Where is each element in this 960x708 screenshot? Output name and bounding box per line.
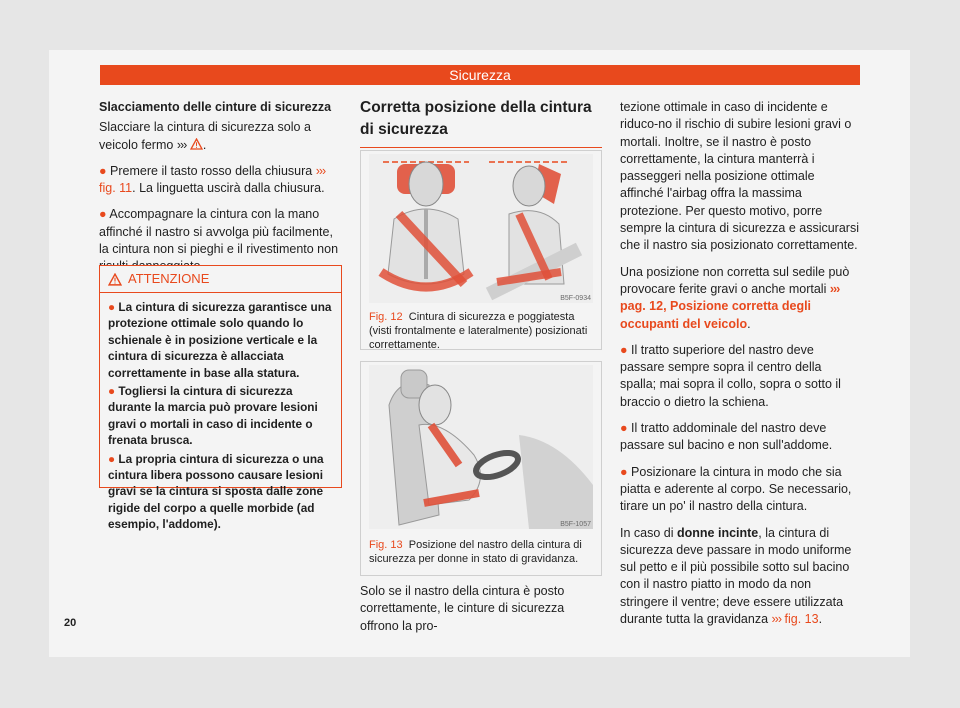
list-item: ● Il tratto superiore del nastro deve passare sempre sopra il centro della spalla; mai sopra il collo, sopra o sotto il braccio o dietro la schiena. bbox=[620, 342, 841, 409]
figure-caption: Fig. 13 Posizione del nastro della cintura di sicurezza per donne in stato di gravidanza. bbox=[369, 539, 582, 565]
intro-paragraph: Slacciare la cintura di sicurezza solo a veicolo fermo ››› . bbox=[99, 120, 311, 152]
body-paragraph: Solo se il nastro della cintura è posto correttamente, le cinture di sicurezza offrono la pro- bbox=[360, 584, 565, 633]
bullet-icon: ● bbox=[99, 207, 107, 222]
warning-body bbox=[100, 293, 341, 533]
figure-12-illustration bbox=[369, 154, 593, 303]
list-item: ● Accompagnare la cintura con la mano affinché il nastro si avvolga più facilmente, la cintura non si pieghi e il rivestimento non bbox=[99, 207, 339, 257]
list-item: ● Premere il tasto rosso della chiusura ››› fig. 11. La linguetta uscirà dalla chiusura. bbox=[99, 163, 326, 196]
seatbelt-headrest-illustration bbox=[369, 154, 593, 303]
figure-12 bbox=[360, 150, 602, 350]
list-item: ● Il tratto addominale del nastro deve passare sul bacino e non sull'addome. bbox=[620, 421, 833, 453]
section-title: Corretta posizione della cintura di sicurezza bbox=[360, 97, 602, 148]
bullet-icon: ● bbox=[99, 163, 107, 178]
figure-link[interactable]: fig. 11 bbox=[99, 181, 133, 196]
body-paragraph: Una posizione non corretta sul sedile può provocare ferite gravi o anche mortali ››› pag. 12, Posizione corretta degli occupanti del veicolo. bbox=[620, 264, 850, 331]
column-right bbox=[620, 99, 860, 637]
bullet-icon: ● bbox=[620, 464, 628, 479]
warning-item: ● La cintura di sicurezza garantisce una protezione ottimale solo quando lo schienale è in posizione verticale e la cintura di sicurezza è allacciata correttamente in base alla statura. bbox=[108, 300, 332, 380]
warning-icon bbox=[190, 138, 203, 150]
column-middle bbox=[360, 97, 602, 148]
figure-code: B5F-1057 bbox=[560, 521, 591, 528]
body-paragraph: In caso di donne incinte, la cintura di sicurezza deve passare in modo uniforme sul petto e il più possibile sotto sul bacino con il nastro piatto in modo da non stringere il ventre; deve essere utilizzata durante tutta la gravidanza ››› fig. 13. bbox=[620, 525, 852, 627]
warning-item: ● La propria cintura di sicurezza o una cintura libera possono causare lesioni gravi se la cintura si sposta dalle zone rigide del corpo a quelle morbide (ad esempio, l'addome). bbox=[108, 451, 324, 532]
bullet-icon: ● bbox=[620, 421, 628, 436]
figure-caption: Fig. 12 Cintura di sicurezza e poggiatesta (visti frontalmente e lateralmente) posizionati correttamente. bbox=[369, 311, 588, 351]
warning-header bbox=[100, 266, 341, 293]
bullet-icon: ● bbox=[620, 342, 628, 357]
subheading-unbuckling: Slacciamento delle cinture di sicurezza bbox=[99, 100, 332, 114]
column-left bbox=[99, 99, 344, 285]
body-paragraph: tezione ottimale in caso di incidente e riduco-no il rischio di subire lesioni gravi o mortali. Inoltre, se il nastro è posto correttamente, la cintura manterrà i passeggeri nella posizione ottimale affinché l'airbag offra la massima protezione. Per questo motivo, porre sempre la cintura di sicurezza e assicurarsi che il nastro sia posizionato correttamente. bbox=[620, 100, 859, 253]
bullet-icon: ● bbox=[108, 300, 116, 314]
warning-icon bbox=[108, 273, 122, 286]
warning-item: ● Togliersi la cintura di sicurezza durante la marcia può provare lesioni gravi o mortali in caso di incidente o frenata brusca. bbox=[108, 384, 318, 448]
figure-13-illustration bbox=[369, 365, 593, 529]
bullet-icon: ● bbox=[108, 451, 116, 466]
section-header: Sicurezza bbox=[100, 65, 860, 85]
list-item: ● Posizionare la cintura in modo che sia piatta e aderente al corpo. Se necessario, tirare un po' il nastro della cintura. bbox=[620, 464, 852, 514]
figure-label: Fig. 12 bbox=[369, 311, 403, 323]
warning-title: ATTENZIONE bbox=[128, 271, 210, 286]
figure-label: Fig. 13 bbox=[369, 539, 403, 551]
page-number: 20 bbox=[64, 617, 77, 629]
figure-code: B5F-0934 bbox=[560, 295, 591, 302]
warning-box bbox=[99, 265, 342, 532]
figure-13 bbox=[360, 361, 602, 576]
bullet-icon: ● bbox=[108, 384, 116, 399]
page-link[interactable]: pag. 12, Posizione corretta degli occupanti del veicolo bbox=[620, 299, 812, 331]
figure-link[interactable]: fig. 13 bbox=[784, 612, 819, 627]
pregnant-seatbelt-illustration bbox=[369, 365, 593, 529]
